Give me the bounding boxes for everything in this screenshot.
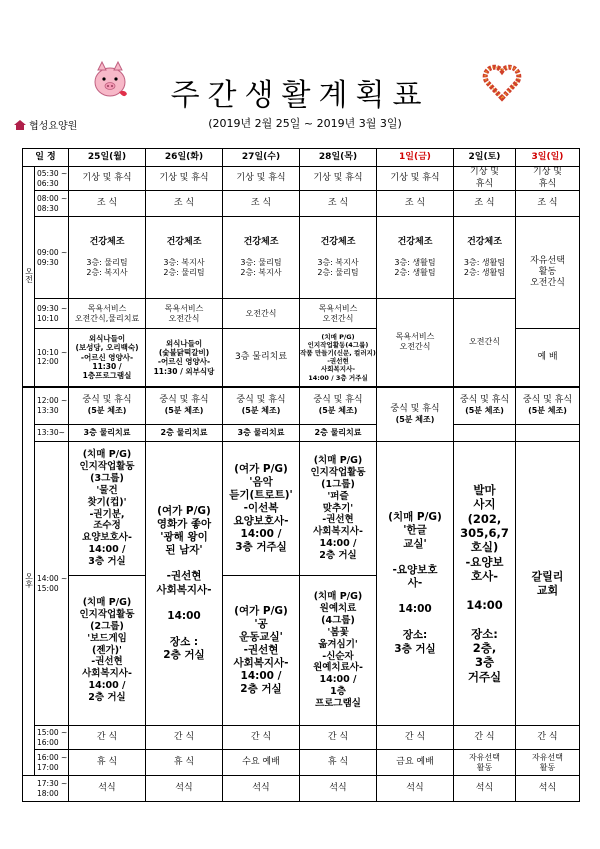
cell-pt-thu: 2층 물리치료: [300, 425, 377, 442]
cell-lunch-fri: 중식 및 휴식 (5분 체조): [377, 387, 454, 442]
cell-wake-sun: 기상 및 휴식: [516, 167, 580, 191]
pig-illustration: [88, 58, 132, 102]
cell-dinner-mon: 석식: [69, 776, 146, 802]
cell-breakfast-fri: 조 식: [377, 191, 454, 217]
cell-snack-sat: 오전간식: [454, 299, 516, 387]
cell-pm-fri: (치매 P/G) '한글 교실' -요양보호 사- 14:00 장소: 3층 거실: [377, 442, 454, 726]
cell-breakfast-thu: 조 식: [300, 191, 377, 217]
house-logo-icon: [14, 120, 26, 130]
cell-bath-wed: 오전간식: [223, 299, 300, 329]
cell-bath-tue: 목욕서비스 오전간식: [146, 299, 223, 329]
col-header-tue: 26일(화): [146, 149, 223, 167]
time-1500: 15:00 ~ 16:00: [35, 726, 69, 750]
time-1200: 12:00 ~ 13:30: [35, 387, 69, 425]
cell-pm-mon-2: (치매 P/G) 인지작업활동 (2그룹) '보드게임 (젠가)' -권선현 사회복지사- 14:00 / 2층 거실: [69, 576, 146, 726]
cell-free-sat: 자유선택 활동: [454, 750, 516, 776]
col-header-wed: 27일(수): [223, 149, 300, 167]
cell-pt-wed: 3층 물리치료: [223, 425, 300, 442]
cell-snack-tue: 간 식: [146, 726, 223, 750]
row-1330: [23, 425, 580, 442]
col-header-mon: 25일(월): [69, 149, 146, 167]
cell-pm-thu-1: (치매 P/G) 인지작업활동 (1그룹) '퍼즐 맞추기' -권선현 사회복지사- 14:00 / 2층 거실: [300, 442, 377, 576]
cell-dinner-sun: 석식: [516, 776, 580, 802]
time-0800: 08:00 ~ 08:30: [35, 191, 69, 217]
cell-breakfast-mon: 조 식: [69, 191, 146, 217]
cell-lunch-thu: 중식 및 휴식 (5분 체조): [300, 387, 377, 425]
cell-pt-mon: 3층 물리치료: [69, 425, 146, 442]
col-header-fri: 1일(금): [377, 149, 454, 167]
row-breakfast: [23, 191, 580, 217]
schedule-period: (2019년 2월 25일 ~ 2019년 3월 3일): [208, 117, 402, 130]
cell-dinner-wed: 석식: [223, 776, 300, 802]
time-1600: 16:00 ~ 17:00: [35, 750, 69, 776]
cell-breakfast-wed: 조 식: [223, 191, 300, 217]
cell-pm-mon-1: (치매 P/G) 인지작업활동 (3그룹) '물건 찾기(컵)' -권기분, 조수정 요양보호사- 14:00 / 3층 거실: [69, 442, 146, 576]
cell-pm-sat: 발마 사지 (202, 305,6,7 호실) -요양보 호사- 14:00 장소: 2층, 3층 거주실: [454, 442, 516, 726]
cell-wake-thu: 기상 및 휴식: [300, 167, 377, 191]
cell-dinner-tue: 석식: [146, 776, 223, 802]
cell-lunch-mon: 중식 및 휴식 (5분 체조): [69, 387, 146, 425]
cell-wake-fri: 기상 및 휴식: [377, 167, 454, 191]
cell-wake-sat: 기상 및 휴식: [454, 167, 516, 191]
row-dinner: [23, 776, 580, 802]
time-0930: 09:30 ~ 10:10: [35, 299, 69, 329]
cell-breakfast-tue: 조 식: [146, 191, 223, 217]
row-lunch: [23, 387, 580, 425]
pm-label: 오후: [23, 387, 35, 776]
cell-worship-wed: 수요 예배: [223, 750, 300, 776]
cell-exercise-fri: 건강체조 3층: 생활팀 2층: 생활팀: [377, 217, 454, 299]
cell-bath-mon: 목욕서비스 오전간식,물리치료: [69, 299, 146, 329]
row-snack: [23, 726, 580, 750]
page-title: 주간생활계획표: [170, 78, 430, 113]
cell-snack-mon: 간 식: [69, 726, 146, 750]
time-1400: 14:00 ~ 15:00: [35, 442, 69, 726]
col-header-thu: 28일(목): [300, 149, 377, 167]
time-1010: 10:10 ~ 12:00: [35, 329, 69, 387]
cell-snack-wed: 간 식: [223, 726, 300, 750]
cell-lunch-wed: 중식 및 휴식 (5분 체조): [223, 387, 300, 425]
cell-1010-mon: 외식나들이 (보성당, 오리백숙) -어르신 영양사- 11:30 / 1층프로그램실: [69, 329, 146, 387]
cell-bath-thu: 목욕서비스 오전간식: [300, 299, 377, 329]
cell-snack-fri: 간 식: [377, 726, 454, 750]
cell-lunch-tue: 중식 및 휴식 (5분 체조): [146, 387, 223, 425]
cell-snack-sat-pm: 간 식: [454, 726, 516, 750]
time-0530: 05:30 ~ 06:30: [35, 167, 69, 191]
org-logo: [14, 117, 77, 132]
cell-wake-wed: 기상 및 휴식: [223, 167, 300, 191]
cell-free-sun: 자유선택 활동: [516, 750, 580, 776]
cell-exercise-wed: 건강체조 3층: 물리팀 2층: 복지사: [223, 217, 300, 299]
cell-wake-mon: 기상 및 휴식: [69, 167, 146, 191]
col-header-sat: 2일(토): [454, 149, 516, 167]
row-1400-a: [23, 442, 580, 576]
cell-exercise-thu: 건강체조 3층: 복지사 2층: 물리팀: [300, 217, 377, 299]
row-1600: [23, 750, 580, 776]
time-0900: 09:00 ~ 09:30: [35, 217, 69, 299]
am-label: 오전: [23, 167, 35, 387]
cell-rest-tue: 휴 식: [146, 750, 223, 776]
cell-lunch-sat: 중식 및 휴식 (5분 체조): [454, 387, 516, 425]
schedule-table: [22, 148, 580, 802]
col-header-sun: 3일(일): [516, 149, 580, 167]
cell-wake-tue: 기상 및 휴식: [146, 167, 223, 191]
cell-bath-fri: 목욕서비스 오전간식: [377, 299, 454, 387]
cell-pt-sun: [516, 425, 580, 442]
cell-snack-thu: 간 식: [300, 726, 377, 750]
cell-worship-fri: 금요 예배: [377, 750, 454, 776]
header-row: [23, 149, 580, 167]
cell-1010-tue: 외식나들이 (숯불닭떡갈비) -어르신 영양사- 11:30 / 외부식당: [146, 329, 223, 387]
cell-rest-mon: 휴 식: [69, 750, 146, 776]
cell-exercise-tue: 건강체조 3층: 복지사 2층: 물리팀: [146, 217, 223, 299]
cell-1010-wed: 3층 물리치료: [223, 329, 300, 387]
cell-breakfast-sat: 조 식: [454, 191, 516, 217]
cell-pm-wed-2: (여가 P/G) '공 운동교실' -권선현 사회복지사- 14:00 / 2층 거실: [223, 576, 300, 726]
cell-breakfast-sun: 조 식: [516, 191, 580, 217]
cell-lunch-sun: 중식 및 휴식 (5분 체조): [516, 387, 580, 425]
cell-dinner-fri: 석식: [377, 776, 454, 802]
cell-pm-tue: (여가 P/G) 영화가 좋아 '광해 왕이 된 남자' -권선현 사회복지사- 14:00 장소 : 2층 거실: [146, 442, 223, 726]
cell-pt-sat: [454, 425, 516, 442]
col-header-schedule: 일 정: [23, 149, 69, 167]
cell-1010-thu: (치매 P/G) 인지작업활동(4그룹) 작품 만들기(신문, 컬러지) -권선현 사회복지사- 14:00 / 3층 거주실: [300, 329, 377, 387]
cell-sun-am: 자유선택 활동 오전간식: [516, 217, 580, 329]
cell-exercise-sat: 건강체조 3층: 생활팀 2층: 생활팀: [454, 217, 516, 299]
row-wake: [23, 167, 580, 191]
time-1730: 17:30 ~ 18:00: [23, 776, 69, 802]
row-bath: [23, 299, 580, 329]
heart-wreath-icon: [482, 62, 522, 102]
cell-pm-thu-2: (치매 P/G) 원예치료 (4그룹) '봄꽃 옮겨심기' -신순자 원예치료사- 14:00 / 1층 프로그램실: [300, 576, 377, 726]
cell-snack-sun: 간 식: [516, 726, 580, 750]
row-exercise: [23, 217, 580, 299]
cell-exercise-mon: 건강체조 3층: 물리팀 2층: 복지사: [69, 217, 146, 299]
cell-pm-wed-1: (여가 P/G) '음악 듣기(트로트)' -이선복 요양보호사- 14:00 / 3층 거주실: [223, 442, 300, 576]
time-1330: 13:30~: [35, 425, 69, 442]
cell-dinner-sat: 석식: [454, 776, 516, 802]
cell-pt-tue: 2층 물리치료: [146, 425, 223, 442]
cell-dinner-thu: 석식: [300, 776, 377, 802]
cell-rest-thu: 휴 식: [300, 750, 377, 776]
cell-pm-sun: 갈릴리 교회: [516, 442, 580, 726]
org-name: 협성요양원: [29, 121, 78, 132]
cell-worship-sun: 예 배: [516, 329, 580, 387]
